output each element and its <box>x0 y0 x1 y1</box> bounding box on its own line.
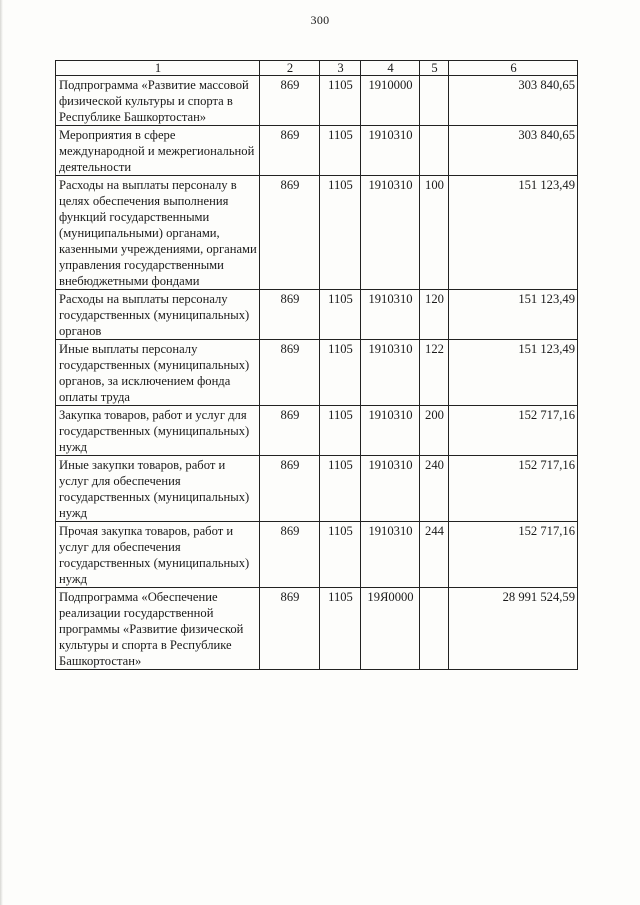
row-type <box>420 126 449 176</box>
row-grbs: 869 <box>260 76 320 126</box>
row-section: 1105 <box>320 176 361 290</box>
row-target: 1910310 <box>361 126 420 176</box>
row-target: 1910310 <box>361 176 420 290</box>
table-header-row <box>56 61 578 76</box>
row-name: Подпрограмма «Развитие массовой физической культуры и спорта в Республике Башкортостан» <box>56 76 260 126</box>
row-name: Иные выплаты персоналу государственных (муниципальных) органов, за исключением фонда оплаты труда <box>56 340 260 406</box>
row-name: Подпрограмма «Обеспечение реализации государственной программы «Развитие физической культуры и спорта в Республике Башкортостан» <box>56 588 260 670</box>
row-type: 100 <box>420 176 449 290</box>
row-target: 1910000 <box>361 76 420 126</box>
header-col-2: 2 <box>260 61 320 76</box>
header-col-6: 6 <box>449 61 578 76</box>
row-section: 1105 <box>320 522 361 588</box>
table-row <box>56 406 578 456</box>
table-row <box>56 340 578 406</box>
row-name: Иные закупки товаров, работ и услуг для обеспечения государственных (муниципальных) нужд <box>56 456 260 522</box>
row-section: 1105 <box>320 340 361 406</box>
row-name: Мероприятия в сфере международной и межрегиональной деятельности <box>56 126 260 176</box>
row-type <box>420 588 449 670</box>
row-target: 1910310 <box>361 456 420 522</box>
header-col-1: 1 <box>56 61 260 76</box>
row-amount: 152 717,16 <box>449 406 578 456</box>
row-grbs: 869 <box>260 522 320 588</box>
row-section: 1105 <box>320 588 361 670</box>
row-grbs: 869 <box>260 340 320 406</box>
row-amount: 151 123,49 <box>449 290 578 340</box>
row-amount: 303 840,65 <box>449 76 578 126</box>
row-amount: 152 717,16 <box>449 456 578 522</box>
row-grbs: 869 <box>260 456 320 522</box>
row-amount: 152 717,16 <box>449 522 578 588</box>
row-type: 244 <box>420 522 449 588</box>
row-section: 1105 <box>320 76 361 126</box>
table-row <box>56 126 578 176</box>
table-row <box>56 290 578 340</box>
row-target: 1910310 <box>361 290 420 340</box>
row-amount: 28 991 524,59 <box>449 588 578 670</box>
header-col-5: 5 <box>420 61 449 76</box>
row-amount: 151 123,49 <box>449 176 578 290</box>
row-section: 1105 <box>320 456 361 522</box>
row-type <box>420 76 449 126</box>
row-amount: 303 840,65 <box>449 126 578 176</box>
row-grbs: 869 <box>260 588 320 670</box>
row-type: 120 <box>420 290 449 340</box>
table-row <box>56 522 578 588</box>
table-row <box>56 176 578 290</box>
header-col-4: 4 <box>361 61 420 76</box>
table-row <box>56 456 578 522</box>
budget-table <box>55 60 578 670</box>
row-section: 1105 <box>320 290 361 340</box>
row-grbs: 869 <box>260 290 320 340</box>
row-type: 200 <box>420 406 449 456</box>
row-grbs: 869 <box>260 406 320 456</box>
row-type: 240 <box>420 456 449 522</box>
row-name: Расходы на выплаты персоналу в целях обеспечения выполнения функций государственными (муниципальными) органами, казенными учреждениями, органами управления государственными внебюджетными фондами <box>56 176 260 290</box>
row-grbs: 869 <box>260 176 320 290</box>
row-name: Закупка товаров, работ и услуг для государственных (муниципальных) нужд <box>56 406 260 456</box>
row-amount: 151 123,49 <box>449 340 578 406</box>
row-target: 1910310 <box>361 340 420 406</box>
page-number: 300 <box>310 13 330 27</box>
row-type: 122 <box>420 340 449 406</box>
header-col-3: 3 <box>320 61 361 76</box>
row-grbs: 869 <box>260 126 320 176</box>
table-row <box>56 76 578 126</box>
row-target: 1910310 <box>361 522 420 588</box>
row-name: Прочая закупка товаров, работ и услуг для обеспечения государственных (муниципальных) нужд <box>56 522 260 588</box>
row-section: 1105 <box>320 406 361 456</box>
row-name: Расходы на выплаты персоналу государственных (муниципальных) органов <box>56 290 260 340</box>
row-section: 1105 <box>320 126 361 176</box>
row-target: 1910310 <box>361 406 420 456</box>
row-target: 19Я0000 <box>361 588 420 670</box>
table-row <box>56 588 578 670</box>
page-edge-shadow <box>0 0 3 905</box>
